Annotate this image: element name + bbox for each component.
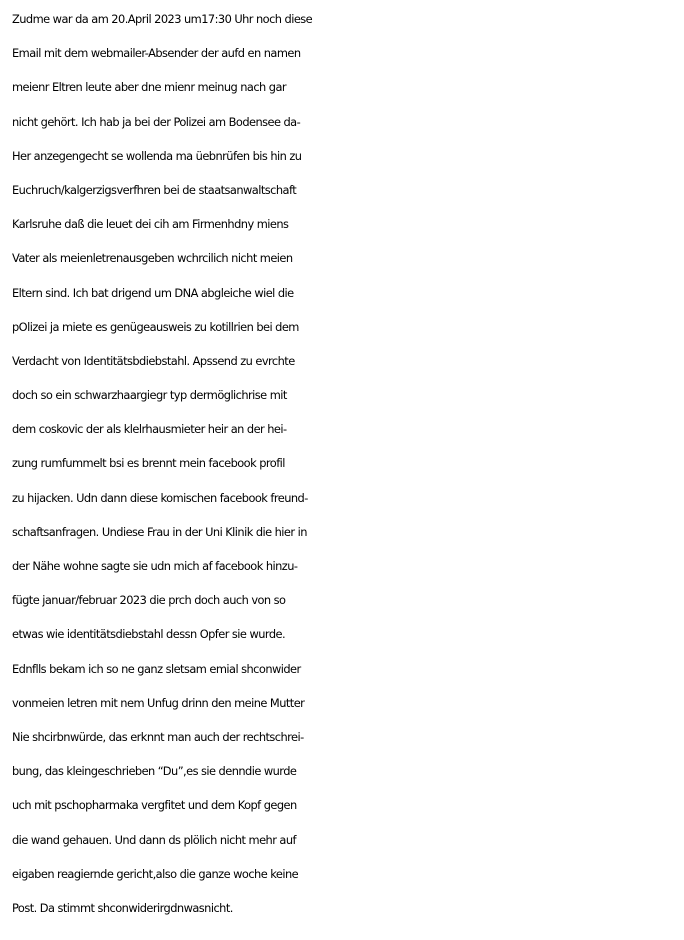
text-line: Email mit dem webmailer-Absender der aufd en namen [12, 46, 301, 61]
text-line: Her anzegengecht se wollenda ma üebnrüfen bis hin zu [12, 148, 302, 163]
text-line: die wand gehauen. Und dann ds plölich nicht mehr auf [12, 832, 296, 847]
text-line: uch mit pschopharmaka vergfitet und dem Kopf gegen [12, 798, 297, 813]
body-text [12, 2, 680, 925]
text-line: Zudme war da am 20.April 2023 um17:30 Uhr noch diese [12, 12, 313, 26]
text-line: Post. Da stimmt shconwiderirgdnwasnicht. [12, 900, 233, 915]
text-line: meienr Eltren leute aber dne mienr meinug nach gar [12, 80, 287, 95]
text-line: der Nähe wohne sagte sie udn mich af facebook hinzu- [12, 559, 298, 573]
text-line: pOlizei ja miete es genügeausweis zu kotillrien bei dem [12, 319, 299, 334]
text-line: Ednflls bekam ich so ne ganz sletsam emial shconwider [12, 661, 301, 676]
text-line: zung rumfummelt bsi es brennt mein facebook profil [12, 456, 285, 471]
text-line: doch so ein schwarzhaargiegr typ dermöglichrise mit [12, 388, 287, 403]
text-line: nicht gehört. Ich hab ja bei der Polizei am Bodensee da- [12, 114, 301, 129]
text-line: Eltern sind. Ich bat drigend um DNA abgleiche wiel die [12, 285, 294, 300]
text-line: Vater als meienletrenausgeben wchrcilich nicht meien [12, 251, 293, 266]
text-line: Karlsruhe daß die leuet dei cih am Firmenhdny miens [12, 217, 289, 232]
text-line: etwas wie identitätsdiebstahl dessn Opfer sie wurde. [12, 627, 286, 642]
text-line: zu hijacken. Udn dann diese komischen facebook freund- [12, 490, 308, 505]
text-line: eigaben reagiernde gericht,also die ganze woche keine [12, 866, 299, 881]
text-line: Euchruch/kalgerzigsverfhren bei de staatsanwaltschaft [12, 182, 297, 197]
text-line: Nie shcirbnwürde, das erknnt man auch der rechtschrei- [12, 729, 304, 744]
text-line: Verdacht von Identitätsbdiebstahl. Apssend zu evrchte [12, 353, 295, 368]
text-line: dem coskovic der als klelrhausmieter heir an der hei- [12, 422, 287, 437]
text-line: vonmeien letren mit nem Unfug drinn den meine Mutter [12, 695, 305, 710]
text-line: schaftsanfragen. Undiese Frau in der Uni Klinik die hier in [12, 524, 307, 539]
text-line: bung, das kleingeschrieben “Du”,es sie denndie wurde [12, 764, 297, 779]
text-line: fügte januar/februar 2023 die prch doch auch von so [12, 593, 286, 608]
